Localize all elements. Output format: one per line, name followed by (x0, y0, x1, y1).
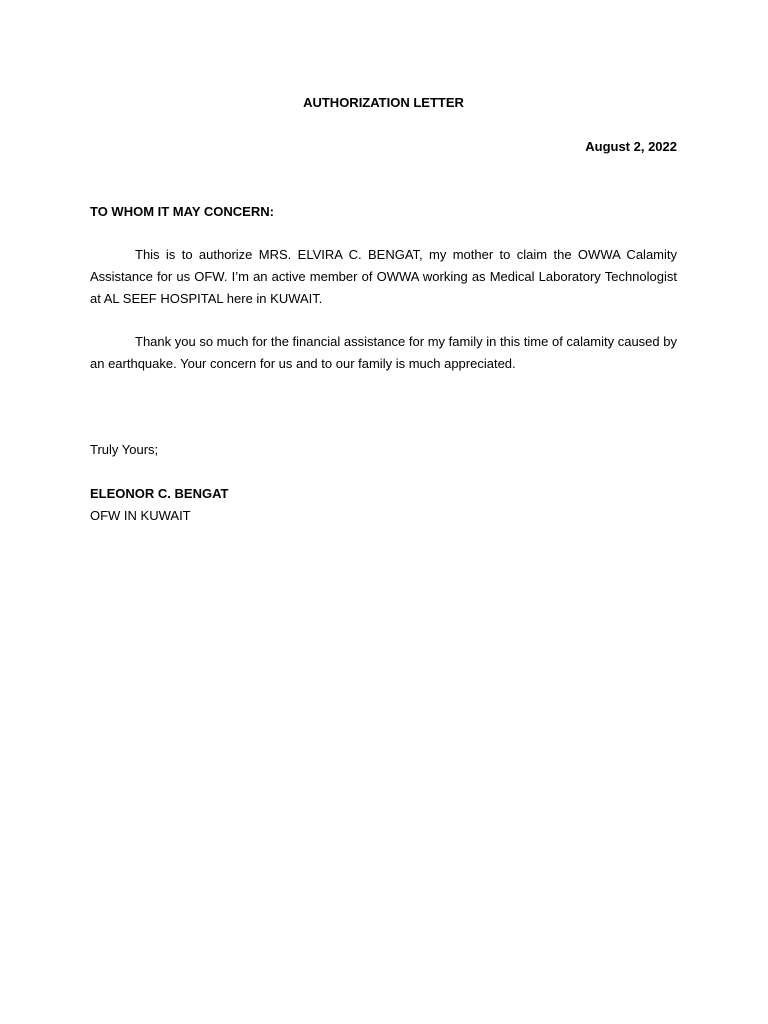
letter-date: August 2, 2022 (585, 139, 677, 154)
letter-title: AUTHORIZATION LETTER (303, 95, 464, 110)
letter-closing: Truly Yours; (90, 442, 159, 457)
signer-name: ELEONOR C. BENGAT (90, 486, 229, 501)
letter-paragraph-authorization: This is to authorize MRS. ELVIRA C. BENGAT, my mother to claim the OWWA Calamity Assistance for us OFW. I’m an active member of OWWA working as Medical Laboratory Technologist at AL SEEF HOSPITAL here in KUWAIT. (90, 247, 677, 306)
letter-salutation: TO WHOM IT MAY CONCERN: (90, 204, 274, 219)
letter-paragraph-thanks: Thank you so much for the financial assistance for my family in this time of calamity caused by an earthquake. Your concern for us and to our family is much appreciated. (90, 334, 677, 371)
signer-title: OFW IN KUWAIT (90, 508, 191, 523)
